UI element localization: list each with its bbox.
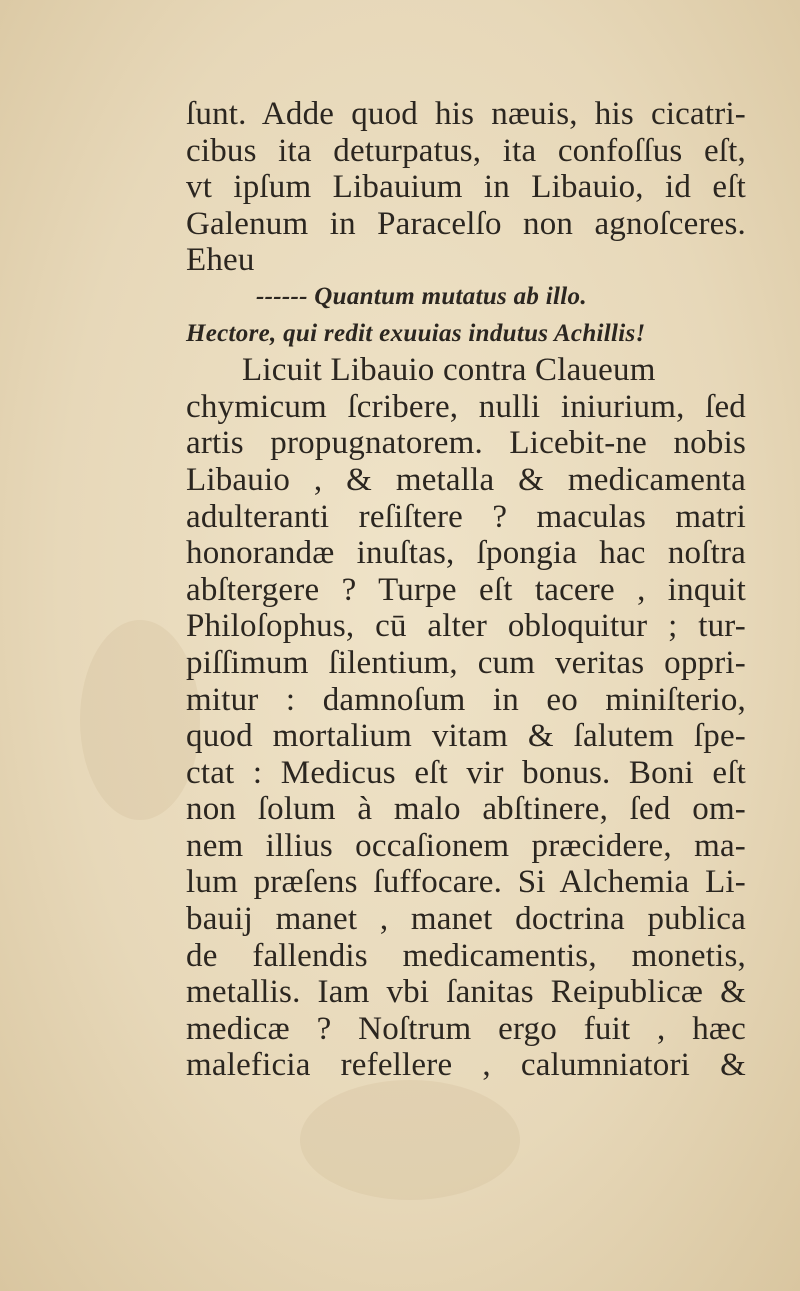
text-line: maleficia refellere , calumniatori & <box>186 1047 746 1084</box>
text-line: adulteranti reſiſtere ? maculas matri <box>186 498 746 535</box>
text-line: de fallendis medicamentis, monetis, <box>186 937 746 974</box>
text-line: nem illius occaſionem præcidere, ma- <box>186 827 746 864</box>
text-line: chymicum ſcribere, nulli iniurium, ſed <box>186 388 746 425</box>
text-line: abſtergere ? Turpe eſt tacere , inquit <box>186 571 746 608</box>
text-line: quod mortalium vitam & ſalutem ſpe- <box>186 718 746 755</box>
paper-stain <box>300 1080 520 1200</box>
text-line: Philoſophus, cū alter obloquitur ; tur- <box>186 608 746 645</box>
text-line: medicæ ? Noſtrum ergo fuit , hæc <box>186 1010 746 1047</box>
text-line: vt ipſum Libauium in Libauio, id eſt <box>186 169 746 206</box>
text-line: ſunt. Adde quod his næuis, his cicatri- <box>186 96 746 132</box>
paper-stain <box>80 620 200 820</box>
quotation-line: Hectore, qui redit exuuias indutus Achillis! <box>186 319 646 347</box>
text-line: cibus ita deturpatus, ita confoſſus eſt, <box>186 132 746 169</box>
text-line: ctat : Medicus eſt vir bonus. Boni eſt <box>186 754 746 791</box>
text-line: Eheu <box>186 242 255 279</box>
text-line: Licuit Libauio contra Claueum <box>242 352 656 389</box>
text-line: artis propugnatorem. Licebit-ne nobis <box>186 425 746 462</box>
text-line: honorandæ inuſtas, ſpongia hac noſtra <box>186 535 746 572</box>
text-line: non ſolum à malo abſtinere, ſed om- <box>186 791 746 828</box>
text-line: lum præſens ſuffocare. Si Alchemia Li- <box>186 864 746 901</box>
text-line: Libauio , & metalla & medicamenta <box>186 461 746 498</box>
text-line: metallis. Iam vbi ſanitas Reipublicæ & <box>186 974 746 1011</box>
text-line: piſſimum ſilentium, cum veritas oppri- <box>186 644 746 681</box>
text-line: bauij manet , manet doctrina publica <box>186 901 746 938</box>
latin-text-block <box>186 96 746 1084</box>
text-line: Galenum in Paracelſo non agnoſceres. <box>186 205 746 242</box>
text-line: mitur : damnoſum in eo miniſterio, <box>186 681 746 718</box>
quotation-line: ------ Quantum mutatus ab illo. <box>256 282 587 310</box>
